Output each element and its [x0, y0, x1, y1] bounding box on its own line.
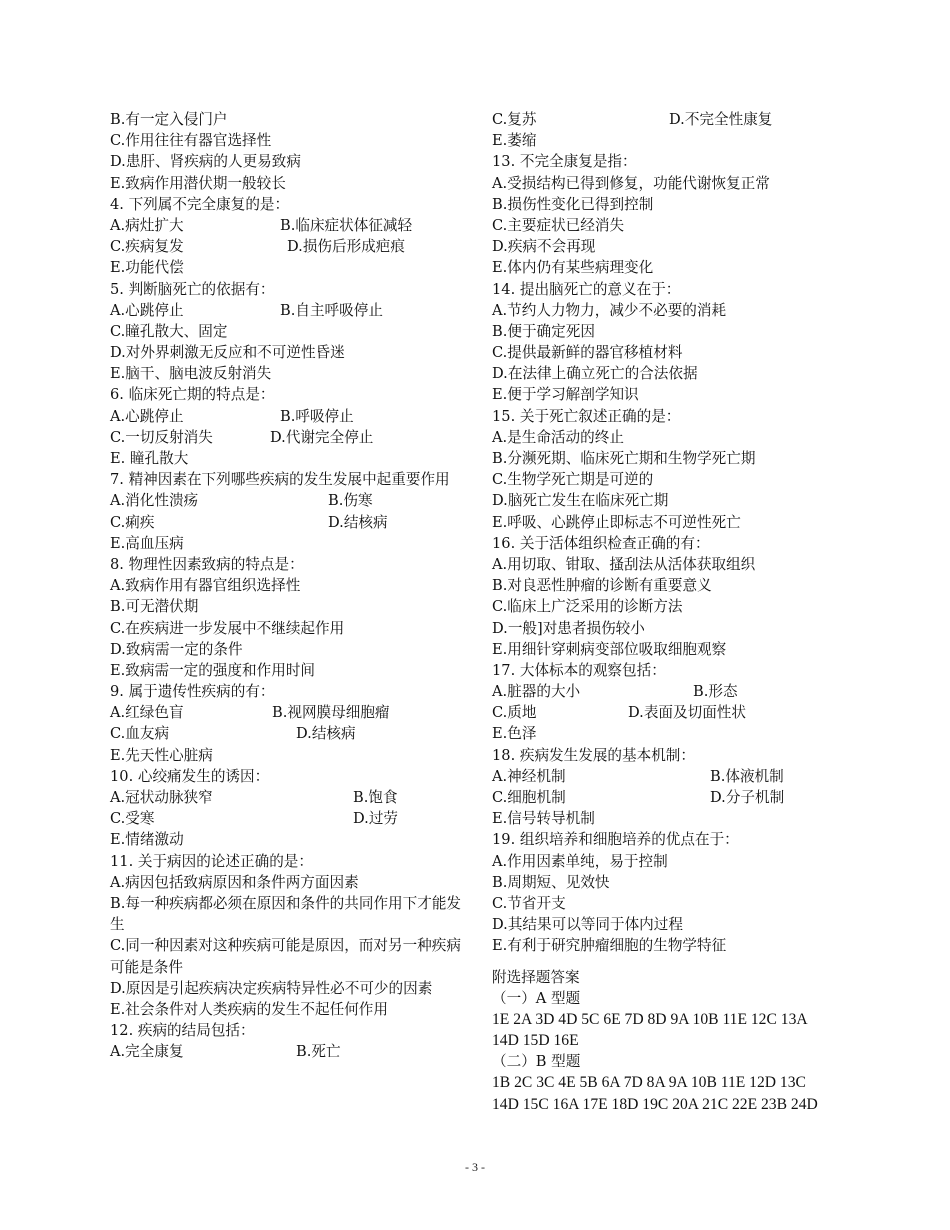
option-line: E.功能代偿 [110, 259, 184, 277]
option: C.复苏 [492, 111, 537, 128]
question-stem: 11. 关于病因的论述正确的是： [110, 852, 313, 870]
answer-line: 14D 15D 16E [492, 1032, 579, 1050]
answer-line: 1E 2A 3D 4D 5C 6E 7D 8D 9A 10B 11E 12C 13A [492, 1010, 808, 1028]
option-line: A.受损结构已得到修复，功能代谢恢复正常 [492, 174, 770, 192]
option-line: C.主要症状已经消失 [492, 216, 625, 234]
option-line: C.作用往往有器官选择性 [110, 132, 272, 150]
option-row [110, 723, 465, 744]
option-line: A.作用因素单纯，易于控制 [492, 852, 668, 870]
option-line: D.其结果可以等同于体内过程 [492, 916, 683, 934]
option-line: A.是生命活动的终止 [492, 428, 624, 446]
option: D.结核病 [296, 725, 356, 743]
question-stem: 7. 精神因素在下列哪些疾病的发生发展中起重要作用 [110, 471, 450, 489]
option: D.表面及切面性状 [628, 704, 746, 722]
option-line: D.原因是引起疾病决定疾病特异性必不可少的因素 [110, 979, 433, 997]
option-line: E.有利于研究肿瘤细胞的生物学特征 [492, 937, 727, 955]
option: B.死亡 [296, 1043, 341, 1061]
option-line: A.致病作用有器官组织选择性 [110, 577, 301, 595]
question-stem: 12. 疾病的结局包括： [110, 1022, 255, 1040]
question-stem: 14. 提出脑死亡的意义在于： [492, 280, 681, 298]
option-line: A.用切取、钳取、搔刮法从活体获取组织 [492, 555, 756, 573]
option-row [110, 1041, 465, 1062]
question-stem: 6. 临床死亡期的特点是： [110, 386, 275, 404]
option-line: C.临床上广泛采用的诊断方法 [492, 598, 683, 616]
option: A.心跳停止 [110, 301, 184, 319]
page-number: - 3 - [465, 1160, 485, 1174]
answer-key-title: 附选择题答案 [492, 968, 580, 986]
option-line: B.分濒死期、临床死亡期和生物学死亡期 [492, 450, 756, 467]
option-line: E.致病需一定的强度和作用时间 [110, 661, 316, 679]
option-line: D.一般]对患者损伤较小 [492, 619, 645, 637]
option-row [492, 766, 852, 787]
option: A.红绿色盲 [110, 704, 184, 722]
option: A.冠状动脉狭窄 [110, 789, 213, 807]
answer-section-label: （一）A 型题 [492, 989, 581, 1007]
option-line: D.在法律上确立死亡的合法依据 [492, 365, 698, 383]
question-stem: 13. 不完全康复是指： [492, 153, 637, 171]
option: B.伤寒 [328, 492, 373, 510]
option: B.临床症状体征减轻 [280, 216, 413, 234]
option-line: B.周期短、见效快 [492, 873, 610, 891]
option: B.呼吸停止 [280, 407, 354, 425]
option: C.血友病 [110, 725, 170, 743]
option: D.过劳 [353, 810, 399, 828]
option-line: D.致病需一定的条件 [110, 640, 243, 658]
question-stem: 4. 下列属不完全康复的是： [110, 195, 290, 213]
option: B.视网膜母细胞瘤 [272, 704, 390, 722]
question-stem: 15. 关于死亡叙述正确的是： [492, 407, 681, 425]
option-row [110, 406, 465, 427]
option: B.饱食 [353, 789, 398, 807]
option: C.痢疾 [110, 513, 155, 531]
option-line: E.信号转导机制 [492, 810, 595, 828]
option: C.一切反射消失 [110, 428, 213, 446]
option-line: E.萎缩 [492, 132, 537, 150]
option: A.消化性溃疡 [110, 492, 199, 510]
option-row [110, 512, 465, 533]
question-stem: 9. 属于遗传性疾病的有： [110, 683, 275, 701]
option-line: E.色泽 [492, 725, 537, 743]
option: B.自主呼吸停止 [280, 301, 383, 319]
option: C.质地 [492, 704, 537, 722]
option-line: C.同一种因素对这种疾病可能是原因，而对另一种疾病可能是条件 [110, 937, 461, 976]
option-line: E.先天性心脏病 [110, 746, 213, 764]
left-column [110, 109, 465, 1063]
option: A.神经机制 [492, 767, 566, 785]
answer-section-label: （二）B 型题 [492, 1053, 581, 1071]
option-row [110, 300, 465, 321]
option-line: E.用细针穿刺病变部位吸取细胞观察 [492, 640, 727, 658]
option-line: B.每一种疾病都必须在原因和条件的共同作用下才能发生 [110, 894, 462, 934]
option: D.分子机制 [710, 789, 785, 806]
option-line: E.呼吸、心跳停止即标志不可逆性死亡 [492, 513, 741, 531]
option-line: C.瞳孔散大、固定 [110, 322, 228, 340]
option-line: B.便于确定死因 [492, 322, 595, 340]
answer-line: 1B 2C 3C 4E 5B 6A 7D 8A 9A 10B 11E 12D 13C [492, 1074, 806, 1092]
option-row [492, 702, 852, 723]
option: A.脏器的大小 [492, 683, 581, 701]
option-line: D.对外界刺激无反应和不可逆性昏迷 [110, 344, 345, 362]
option-line: B.有一定入侵门户 [110, 111, 228, 128]
option: C.受寒 [110, 810, 155, 828]
spacer [492, 957, 852, 967]
option-line: C.提供最新鲜的器官移植材料 [492, 344, 683, 362]
option-line: E.致病作用潜伏期一般较长 [110, 174, 286, 192]
question-stem: 5. 判断脑死亡的依据有： [110, 280, 275, 298]
option: D.代谢完全停止 [270, 428, 374, 446]
option-line: E.高血压病 [110, 534, 184, 552]
option: B.形态 [693, 683, 738, 701]
option: D.损伤后形成疤痕 [287, 238, 405, 256]
question-stem: 16. 关于活体组织检查正确的有： [492, 534, 710, 552]
option-line: A.节约人力物力，减少不必要的消耗 [492, 301, 727, 319]
option-line: C.生物学死亡期是可逆的 [492, 471, 654, 489]
option: A.完全康复 [110, 1043, 184, 1061]
option-row [492, 681, 852, 702]
option: C.疾病复发 [110, 238, 184, 256]
option-row [110, 490, 465, 511]
option-line: E.情绪激动 [110, 831, 184, 849]
option-line: E.便于学习解剖学知识 [492, 386, 639, 404]
option: D.结核病 [328, 513, 388, 531]
option-row [110, 215, 465, 236]
question-stem: 18. 疾病发生发展的基本机制： [492, 746, 695, 764]
option: C.细胞机制 [492, 789, 566, 806]
option-row [110, 702, 465, 723]
question-stem: 8. 物理性因素致病的特点是： [110, 555, 304, 573]
option: B.体液机制 [710, 767, 784, 785]
question-stem: 10. 心绞痛发生的诱因： [110, 767, 270, 785]
option-row [110, 787, 465, 808]
option: A.心跳停止 [110, 407, 184, 425]
option-line: D.患肝、肾疾病的人更易致病 [110, 153, 301, 171]
option-line: C.在疾病进一步发展中不继续起作用 [110, 619, 345, 637]
option-line: B.损伤性变化已得到控制 [492, 195, 654, 213]
option-row [492, 109, 852, 130]
option-line: E.脑干、脑电波反射消失 [110, 365, 272, 383]
option-line: E.社会条件对人类疾病的发生不起任何作用 [110, 1000, 388, 1018]
option-row [492, 787, 852, 808]
question-stem: 19. 组织培养和细胞培养的优点在于： [492, 831, 739, 849]
right-column [492, 109, 852, 1115]
option-row [110, 236, 465, 257]
answer-line: 14D 15C 16A 17E 18D 19C 20A 21C 22E 23B 24D [492, 1095, 818, 1113]
question-stem: 17. 大体标本的观察包括： [492, 661, 666, 679]
option-line: D.脑死亡发生在临床死亡期 [492, 492, 669, 510]
option-line: E. 瞳孔散大 [110, 450, 189, 467]
option: A.病灶扩大 [110, 216, 184, 234]
option-row [110, 808, 465, 829]
option-line: B.对良恶性肿瘤的诊断有重要意义 [492, 577, 712, 595]
option: D.不完全性康复 [669, 111, 773, 128]
option-row [110, 427, 465, 448]
option-line: E.体内仍有某些病理变化 [492, 259, 654, 277]
option-line: A.病因包括致病原因和条件两方面因素 [110, 873, 359, 891]
option-line: C.节省开支 [492, 894, 566, 912]
option-line: B.可无潜伏期 [110, 598, 199, 616]
option-line: D.疾病不会再现 [492, 238, 596, 256]
